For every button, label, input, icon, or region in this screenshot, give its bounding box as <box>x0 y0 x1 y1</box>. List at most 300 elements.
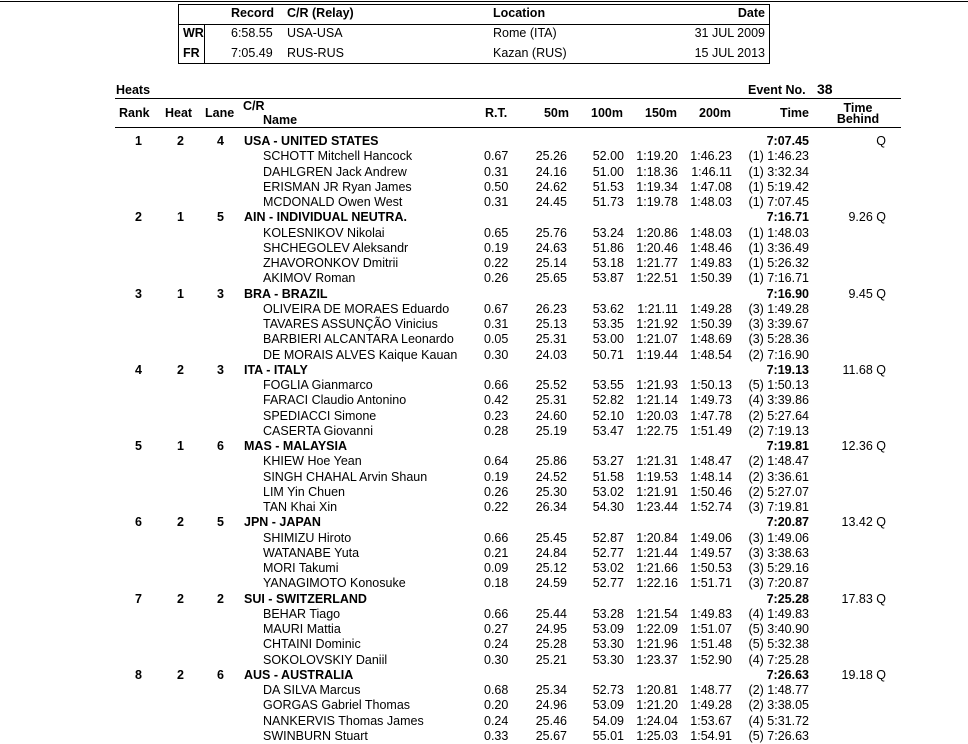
split-150m: 1:21.91 <box>636 484 678 499</box>
cumulative-time: (2) 7:19.13 <box>748 423 809 438</box>
split-50m: 24.52 <box>535 469 567 484</box>
split-100m: 52.87 <box>592 530 624 545</box>
split-100m: 53.62 <box>592 301 624 316</box>
swimmer-row <box>0 653 968 668</box>
split-200m: 1:54.91 <box>690 728 732 743</box>
col-time: Time <box>780 106 809 120</box>
cumulative-time: (2) 3:36.61 <box>748 469 809 484</box>
swimmer-reaction-time: 0.24 <box>484 637 509 652</box>
split-200m: 1:46.23 <box>690 149 732 164</box>
cumulative-time: (2) 1:48.47 <box>748 454 809 469</box>
top-rule <box>0 1 968 2</box>
split-200m: 1:48.03 <box>690 195 732 209</box>
record-date: 31 JUL 2009 <box>694 26 765 40</box>
team-row <box>0 439 968 454</box>
swimmer-name: SWINBURN Stuart <box>263 728 368 743</box>
team-lane: 3 <box>217 286 224 301</box>
split-100m: 53.47 <box>592 423 624 438</box>
cumulative-time: (1) 1:46.23 <box>748 149 809 164</box>
team-lane: 6 <box>217 439 224 453</box>
swimmer-row <box>0 378 968 393</box>
split-200m: 1:48.47 <box>690 454 732 469</box>
swimmer-row <box>0 348 968 363</box>
event-number: 38 <box>817 81 833 97</box>
swimmer-name: YANAGIMOTO Konosuke <box>263 576 406 591</box>
split-100m: 51.58 <box>592 469 624 484</box>
split-50m: 24.63 <box>535 240 567 255</box>
split-200m: 1:50.53 <box>690 561 732 575</box>
swimmer-row <box>0 561 968 576</box>
split-150m: 1:20.46 <box>636 240 678 255</box>
swimmer-row <box>0 485 968 500</box>
team-rank: 5 <box>135 439 142 453</box>
swimmer-reaction-time: 0.50 <box>484 179 509 194</box>
split-200m: 1:48.54 <box>690 347 732 362</box>
swimmer-name: DE MORAIS ALVES Kaique Kauan <box>263 347 458 362</box>
cumulative-time: (1) 7:07.45 <box>748 195 809 209</box>
split-50m: 26.23 <box>535 301 567 316</box>
team-time-behind: 19.18 Q <box>841 667 886 682</box>
team-lane: 5 <box>217 210 224 225</box>
team-row <box>0 515 968 530</box>
swimmer-name: WATANABE Yuta <box>263 545 360 560</box>
swimmer-name: FARACI Claudio Antonino <box>263 393 407 408</box>
swimmer-reaction-time: 0.33 <box>484 728 509 743</box>
team-time: 7:19.81 <box>766 439 809 453</box>
swimmer-reaction-time: 0.68 <box>484 683 509 697</box>
split-200m: 1:50.46 <box>690 484 732 499</box>
swimmer-name: BEHAR Tiago <box>263 606 341 621</box>
swimmer-row <box>0 637 968 652</box>
split-200m: 1:49.73 <box>690 393 732 408</box>
event-label: Event No. <box>748 83 806 97</box>
split-200m: 1:47.78 <box>690 408 732 423</box>
split-200m: 1:49.83 <box>690 256 732 270</box>
team-rank: 2 <box>135 210 142 225</box>
split-200m: 1:48.46 <box>690 240 732 255</box>
swimmer-reaction-time: 0.22 <box>484 500 509 514</box>
split-50m: 24.95 <box>535 622 567 636</box>
team-rank: 7 <box>135 591 142 606</box>
swimmer-reaction-time: 0.23 <box>484 408 509 423</box>
swimmer-name: ERISMAN JR Ryan James <box>263 179 412 194</box>
cumulative-time: (2) 7:16.90 <box>748 347 809 362</box>
col-150m: 150m <box>645 106 677 120</box>
team-row <box>0 668 968 683</box>
split-150m: 1:19.20 <box>636 149 678 164</box>
record-code: WR <box>183 26 204 40</box>
split-50m: 25.34 <box>535 683 567 697</box>
split-150m: 1:21.77 <box>636 256 678 270</box>
swimmer-name: GORGAS Gabriel Thomas <box>263 698 411 713</box>
swimmer-reaction-time: 0.26 <box>484 271 509 286</box>
records-header-record: Record <box>231 6 275 20</box>
swimmer-reaction-time: 0.26 <box>484 484 509 499</box>
split-150m: 1:19.78 <box>636 195 678 209</box>
team-lane: 3 <box>217 362 224 377</box>
split-200m: 1:49.83 <box>690 606 732 621</box>
split-50m: 26.34 <box>535 500 567 514</box>
swimmer-reaction-time: 0.27 <box>484 622 509 636</box>
swimmer-reaction-time: 0.24 <box>484 713 509 728</box>
split-50m: 24.45 <box>535 195 567 209</box>
swimmer-name: NANKERVIS Thomas James <box>263 713 424 728</box>
swimmer-name: LIM Yin Chuen <box>263 484 345 499</box>
split-50m: 25.31 <box>535 393 567 408</box>
swimmer-name: KOLESNIKOV Nikolai <box>263 225 385 240</box>
split-50m: 24.03 <box>535 347 567 362</box>
swimmer-row <box>0 576 968 591</box>
split-150m: 1:19.34 <box>636 179 678 194</box>
split-200m: 1:49.57 <box>690 545 732 560</box>
record-time: 7:05.49 <box>231 46 273 60</box>
split-50m: 25.65 <box>535 271 567 286</box>
split-150m: 1:20.86 <box>636 225 678 240</box>
col-rank: Rank <box>119 106 150 120</box>
split-100m: 53.18 <box>592 256 624 270</box>
split-100m: 53.35 <box>592 317 624 331</box>
record-date: 15 JUL 2013 <box>694 46 765 60</box>
swimmer-name: CHTAINI Dominic <box>263 637 361 652</box>
split-200m: 1:48.69 <box>690 332 732 347</box>
swimmer-row <box>0 454 968 469</box>
cumulative-time: (1) 5:19.42 <box>748 179 809 194</box>
swimmer-row <box>0 424 968 439</box>
swimmer-reaction-time: 0.65 <box>484 225 509 240</box>
swimmer-row <box>0 546 968 561</box>
swimmer-row <box>0 241 968 256</box>
col-heat: Heat <box>165 106 193 120</box>
split-150m: 1:21.92 <box>636 317 678 331</box>
swimmer-name: SOKOLOVSKIY Daniil <box>263 652 388 667</box>
cumulative-time: (4) 1:49.83 <box>748 606 809 621</box>
swimmer-name: FOGLIA Gianmarco <box>263 378 373 392</box>
team-name: ITA - ITALY <box>244 362 308 377</box>
split-50m: 24.84 <box>535 545 567 560</box>
split-200m: 1:49.28 <box>690 301 732 316</box>
swimmer-row <box>0 317 968 332</box>
split-100m: 51.73 <box>592 195 624 209</box>
split-100m: 53.30 <box>592 637 624 652</box>
swimmer-name: SCHOTT Mitchell Hancock <box>263 149 413 164</box>
split-50m: 24.60 <box>535 408 567 423</box>
cumulative-time: (4) 3:39.86 <box>748 393 809 408</box>
swimmer-reaction-time: 0.09 <box>484 561 509 575</box>
team-rank: 4 <box>135 362 142 377</box>
team-lane: 5 <box>217 515 224 530</box>
team-heat: 1 <box>177 439 184 453</box>
cumulative-time: (1) 7:16.71 <box>748 271 809 286</box>
swimmer-reaction-time: 0.19 <box>484 240 509 255</box>
col-name: Name <box>263 113 298 127</box>
swimmer-row <box>0 531 968 546</box>
split-50m: 25.12 <box>535 561 567 575</box>
split-50m: 25.76 <box>535 225 567 240</box>
cumulative-time: (3) 3:39.67 <box>748 317 809 331</box>
split-150m: 1:22.75 <box>636 423 678 438</box>
split-200m: 1:46.11 <box>691 164 732 179</box>
split-50m: 25.44 <box>535 606 567 621</box>
records-header-location: Location <box>493 6 546 20</box>
swimmer-name: BARBIERI ALCANTARA Leonardo <box>263 332 454 347</box>
cumulative-time: (4) 5:31.72 <box>748 713 809 728</box>
swimmer-reaction-time: 0.31 <box>484 195 509 209</box>
split-100m: 51.00 <box>592 164 624 179</box>
records-box <box>178 4 770 64</box>
swimmer-reaction-time: 0.22 <box>484 256 509 270</box>
team-row <box>0 363 968 378</box>
split-50m: 25.67 <box>535 728 567 743</box>
split-200m: 1:52.74 <box>690 500 732 514</box>
split-100m: 52.77 <box>592 545 624 560</box>
split-200m: 1:49.06 <box>690 530 732 545</box>
split-150m: 1:20.03 <box>636 408 678 423</box>
split-200m: 1:48.03 <box>690 225 732 240</box>
team-time: 7:16.90 <box>766 286 809 301</box>
swimmer-reaction-time: 0.21 <box>484 545 509 560</box>
swimmer-reaction-time: 0.18 <box>484 576 509 591</box>
team-time-behind: 11.68 Q <box>842 362 886 377</box>
split-50m: 25.26 <box>535 149 567 164</box>
team-heat: 1 <box>177 210 184 225</box>
swimmer-reaction-time: 0.19 <box>484 469 509 484</box>
split-100m: 53.27 <box>592 454 624 469</box>
swimmer-reaction-time: 0.31 <box>484 164 509 179</box>
swimmer-name: MCDONALD Owen West <box>263 195 403 209</box>
team-row <box>0 287 968 302</box>
split-150m: 1:21.93 <box>636 378 678 392</box>
swimmer-row <box>0 714 968 729</box>
swimmer-row <box>0 500 968 515</box>
record-cr: RUS-RUS <box>287 46 344 60</box>
cumulative-time: (2) 1:48.77 <box>748 683 809 697</box>
split-100m: 54.30 <box>592 500 624 514</box>
swimmer-name: ZHAVORONKOV Dmitrii <box>263 256 399 270</box>
team-row <box>0 210 968 225</box>
split-150m: 1:21.14 <box>636 393 678 408</box>
swimmer-row <box>0 302 968 317</box>
results-rows <box>0 134 968 744</box>
team-name: MAS - MALAYSIA <box>244 439 348 453</box>
swimmer-row <box>0 683 968 698</box>
split-100m: 50.71 <box>592 347 624 362</box>
split-200m: 1:49.28 <box>690 698 732 713</box>
split-150m: 1:20.81 <box>636 683 678 697</box>
split-50m: 25.21 <box>535 652 567 667</box>
team-rank: 1 <box>135 134 142 148</box>
swimmer-reaction-time: 0.28 <box>484 423 509 438</box>
split-150m: 1:23.37 <box>636 652 678 667</box>
swimmer-row <box>0 226 968 241</box>
swimmer-name: OLIVEIRA DE MORAES Eduardo <box>263 301 450 316</box>
split-100m: 53.09 <box>592 622 624 636</box>
swimmer-name: DAHLGREN Jack Andrew <box>263 164 407 179</box>
split-200m: 1:51.48 <box>690 637 732 652</box>
col-50m: 50m <box>543 106 569 120</box>
cumulative-time: (3) 5:28.36 <box>748 332 809 347</box>
split-50m: 24.96 <box>535 698 567 713</box>
team-rank: 8 <box>135 667 142 682</box>
split-200m: 1:50.39 <box>690 271 732 286</box>
swimmer-reaction-time: 0.66 <box>484 530 509 545</box>
team-row <box>0 134 968 149</box>
team-rank: 3 <box>135 286 142 301</box>
record-location: Kazan (RUS) <box>493 46 567 60</box>
split-100m: 53.28 <box>592 606 624 621</box>
split-150m: 1:20.84 <box>636 530 678 545</box>
split-100m: 52.00 <box>592 149 624 164</box>
team-time: 7:25.28 <box>766 591 809 606</box>
team-heat: 2 <box>177 591 184 606</box>
swimmer-reaction-time: 0.67 <box>484 149 509 164</box>
swimmer-name: TAVARES ASSUNÇÃO Vinicius <box>263 317 438 331</box>
swimmer-name: SPEDIACCI Simone <box>263 408 377 423</box>
split-150m: 1:25.03 <box>636 728 678 743</box>
col-100m: 100m <box>591 106 623 120</box>
cumulative-time: (3) 5:29.16 <box>748 561 809 575</box>
swimmer-row <box>0 165 968 180</box>
split-100m: 54.09 <box>592 713 624 728</box>
swimmer-row <box>0 698 968 713</box>
swimmer-row <box>0 256 968 271</box>
swimmer-name: TAN Khai Xin <box>263 500 338 514</box>
split-200m: 1:52.90 <box>690 652 732 667</box>
split-150m: 1:21.66 <box>636 561 678 575</box>
swimmer-name: MAURI Mattia <box>263 622 341 636</box>
split-150m: 1:23.44 <box>636 500 678 514</box>
swimmer-name: AKIMOV Roman <box>263 271 356 286</box>
col-200m: 200m <box>699 106 731 120</box>
heats-label: Heats <box>116 83 151 97</box>
split-150m: 1:21.44 <box>636 545 678 560</box>
split-200m: 1:51.07 <box>690 622 732 636</box>
swimmer-reaction-time: 0.20 <box>484 698 509 713</box>
record-cr: USA-USA <box>287 26 343 40</box>
cumulative-time: (2) 3:38.05 <box>748 698 809 713</box>
team-heat: 1 <box>177 286 184 301</box>
team-time-behind: Q <box>876 134 886 148</box>
cumulative-time: (3) 3:38.63 <box>748 545 809 560</box>
col-cr: C/R <box>243 99 265 113</box>
split-200m: 1:47.08 <box>690 179 732 194</box>
swimmer-row <box>0 409 968 424</box>
col-time-behind-line1: Time <box>843 101 873 115</box>
team-time: 7:20.87 <box>766 515 809 530</box>
team-lane: 6 <box>217 667 224 682</box>
split-200m: 1:53.67 <box>690 713 732 728</box>
team-time: 7:16.71 <box>766 210 809 225</box>
swimmer-name: CASERTA Giovanni <box>263 423 374 438</box>
col-lane: Lane <box>205 106 235 120</box>
cumulative-time: (1) 1:48.03 <box>748 225 809 240</box>
split-50m: 25.28 <box>535 637 567 652</box>
swimmer-row <box>0 607 968 622</box>
col-rt: R.T. <box>485 106 508 120</box>
cumulative-time: (1) 3:36.49 <box>748 240 809 255</box>
split-200m: 1:48.14 <box>690 469 732 484</box>
split-150m: 1:21.96 <box>636 637 678 652</box>
split-50m: 25.13 <box>535 317 567 331</box>
split-150m: 1:21.11 <box>637 301 678 316</box>
team-heat: 2 <box>177 515 184 530</box>
swimmer-reaction-time: 0.67 <box>484 301 509 316</box>
cumulative-time: (3) 7:20.87 <box>748 576 809 591</box>
split-50m: 25.46 <box>535 713 567 728</box>
team-heat: 2 <box>177 134 184 148</box>
split-150m: 1:22.16 <box>636 576 678 591</box>
team-lane: 2 <box>217 591 224 606</box>
swimmer-row <box>0 180 968 195</box>
cumulative-time: (1) 3:32.34 <box>748 164 809 179</box>
split-50m: 25.86 <box>535 454 567 469</box>
swimmer-row <box>0 195 968 210</box>
split-150m: 1:19.44 <box>636 347 678 362</box>
split-200m: 1:48.77 <box>690 683 732 697</box>
split-150m: 1:22.51 <box>636 271 678 286</box>
swimmer-name: DA SILVA Marcus <box>263 683 361 697</box>
team-time: 7:26.63 <box>766 667 809 682</box>
split-200m: 1:50.39 <box>690 317 732 331</box>
swimmer-row <box>0 149 968 164</box>
records-header-rule <box>179 24 769 25</box>
split-100m: 53.30 <box>592 652 624 667</box>
cumulative-time: (2) 5:27.07 <box>748 484 809 499</box>
split-50m: 25.52 <box>535 378 567 392</box>
team-name: JPN - JAPAN <box>244 515 321 530</box>
cumulative-time: (5) 1:50.13 <box>748 378 809 392</box>
split-150m: 1:22.09 <box>636 622 678 636</box>
swimmer-reaction-time: 0.30 <box>484 652 509 667</box>
team-time: 7:07.45 <box>766 134 809 148</box>
split-50m: 25.45 <box>535 530 567 545</box>
results-table-header <box>115 98 901 128</box>
record-time: 6:58.55 <box>231 26 273 40</box>
records-header-cr: C/R (Relay) <box>287 6 354 20</box>
split-200m: 1:50.13 <box>690 378 732 392</box>
team-name: USA - UNITED STATES <box>244 134 379 148</box>
split-150m: 1:18.36 <box>636 164 678 179</box>
record-code: FR <box>183 46 200 60</box>
split-100m: 51.53 <box>592 179 624 194</box>
records-header-date: Date <box>737 6 765 20</box>
cumulative-time: (3) 1:49.06 <box>748 530 809 545</box>
team-name: SUI - SWITZERLAND <box>244 591 367 606</box>
swimmer-row <box>0 393 968 408</box>
split-100m: 53.02 <box>592 561 624 575</box>
swimmer-reaction-time: 0.42 <box>484 393 509 408</box>
team-name: BRA - BRAZIL <box>244 286 328 301</box>
team-time-behind: 12.36 Q <box>841 439 886 453</box>
team-time-behind: 13.42 Q <box>841 515 886 530</box>
split-100m: 55.01 <box>592 728 624 743</box>
swimmer-name: SHIMIZU Hiroto <box>263 530 352 545</box>
team-time-behind: 9.45 Q <box>848 286 886 301</box>
swimmer-reaction-time: 0.05 <box>484 332 509 347</box>
records-column-rule <box>204 24 205 64</box>
split-150m: 1:24.04 <box>636 713 678 728</box>
split-50m: 24.16 <box>535 164 567 179</box>
swimmer-name: MORI Takumi <box>263 561 339 575</box>
split-50m: 25.19 <box>535 423 567 438</box>
swimmer-row <box>0 332 968 347</box>
swimmer-name: SINGH CHAHAL Arvin Shaun <box>263 469 428 484</box>
record-location: Rome (ITA) <box>493 26 557 40</box>
cumulative-time: (3) 7:19.81 <box>748 500 809 514</box>
split-150m: 1:21.07 <box>636 332 678 347</box>
cumulative-time: (3) 1:49.28 <box>748 301 809 316</box>
split-150m: 1:21.54 <box>636 606 678 621</box>
swimmer-reaction-time: 0.66 <box>484 606 509 621</box>
